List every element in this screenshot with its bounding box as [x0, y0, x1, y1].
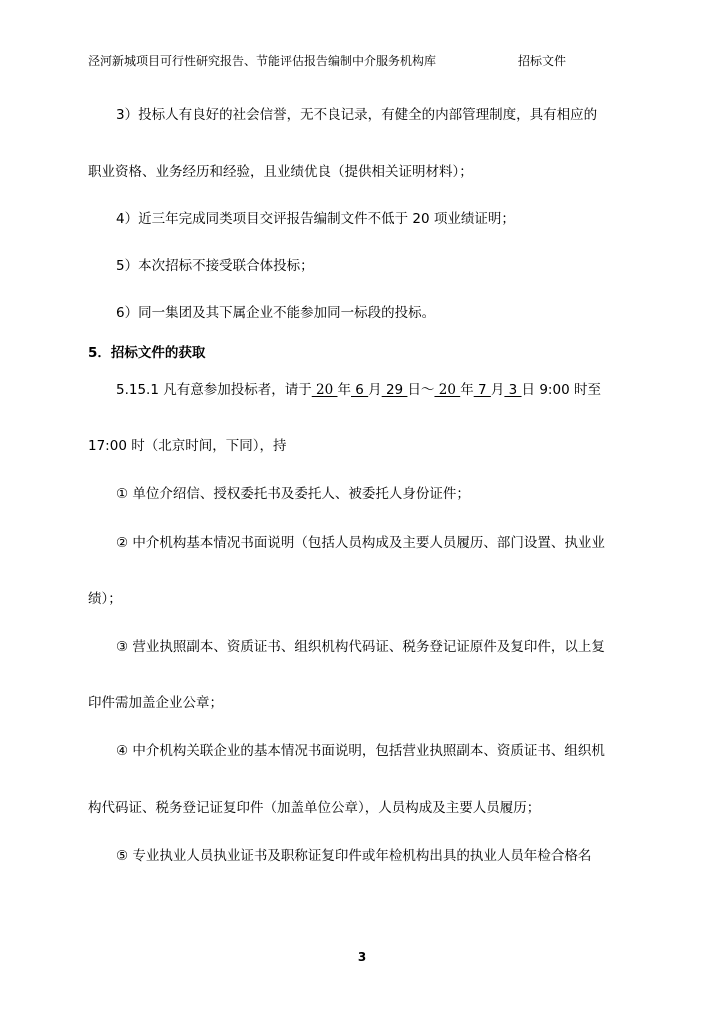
paragraph-line: 构代码证、税务登记证复印件（加盖单位公章），人员构成及主要人员履历； — [88, 800, 541, 816]
paragraph-line: 4）近三年完成同类项目交评报告编制文件不低于 20 项业绩证明； — [116, 211, 515, 227]
section-heading: 5．招标文件的获取 — [88, 345, 206, 361]
month-label: 月 — [368, 382, 382, 398]
paragraph-line: ⑤ 专业执业人员执业证书及职称证复印件或年检机构出具的执业人员年检合格名 — [116, 848, 592, 864]
paragraph-line: 职业资格、业务经历和经验，且业绩优良（提供相关证明材料）； — [88, 164, 473, 180]
start-year-blank: 20 — [311, 382, 338, 398]
header-doc-type: 招标文件 — [518, 54, 567, 68]
paragraph-line: 绩）； — [88, 591, 122, 607]
start-day-blank: 29 — [381, 382, 408, 398]
page-header — [88, 52, 567, 69]
start-month-blank: 6 — [351, 382, 369, 398]
header-project-title: 泾河新城项目可行性研究报告、节能评估报告编制中介服务机构库 — [88, 54, 437, 68]
date-line-prefix: 5.15.1 凡有意参加投标者，请于 — [116, 382, 312, 398]
paragraph-line-date — [116, 381, 601, 399]
end-month-blank: 7 — [473, 382, 491, 398]
paragraph-line: 3）投标人有良好的社会信誉，无不良记录，有健全的内部管理制度，具有相应的 — [116, 107, 598, 123]
month-label: 月 — [490, 382, 505, 398]
year-label: 年 — [460, 382, 474, 398]
page-number: 3 — [357, 950, 367, 964]
paragraph-line: 印件需加盖企业公章； — [88, 695, 223, 711]
end-year-blank: 20 — [434, 382, 461, 398]
day-label: 日～ — [407, 382, 435, 398]
paragraph-line: 5）本次招标不接受联合体投标； — [116, 258, 314, 274]
date-line-suffix: 日 9:00 时至 — [521, 382, 601, 398]
paragraph-line: ② 中介机构基本情况书面说明（包括人员构成及主要人员履历、部门设置、执业业 — [116, 535, 605, 551]
paragraph-line: ① 单位介绍信、授权委托书及委托人、被委托人身份证件； — [116, 486, 470, 502]
end-day-blank: 3 — [504, 382, 522, 398]
paragraph-line: ③ 营业执照副本、资质证书、组织机构代码证、税务登记证原件及复印件，以上复 — [116, 639, 605, 655]
year-label: 年 — [337, 382, 351, 398]
paragraph-line: 17:00 时（北京时间，下同），持 — [88, 438, 287, 454]
paragraph-line: 6）同一集团及其下属企业不能参加同一标段的投标。 — [116, 305, 436, 321]
paragraph-line: ④ 中介机构关联企业的基本情况书面说明，包括营业执照副本、资质证书、组织机 — [116, 743, 605, 759]
